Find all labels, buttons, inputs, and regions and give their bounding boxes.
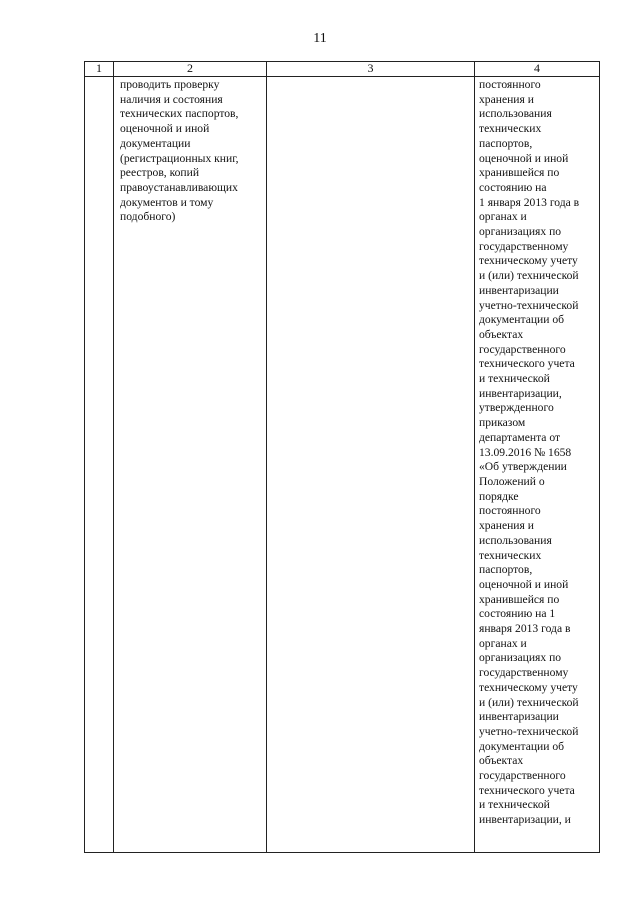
text-line: паспортов, <box>479 136 533 150</box>
text-line: января 2013 года в <box>479 622 571 636</box>
text-line: «Об утверждении <box>479 460 567 474</box>
text-line: оценочной и иной <box>479 577 569 591</box>
text-line: государственному <box>479 666 569 680</box>
text-line: утвержденного <box>479 401 554 415</box>
body-cell-1 <box>85 77 114 853</box>
body-cell-2 <box>114 77 267 853</box>
text-line: документации об <box>479 313 565 327</box>
text-line: организациях по <box>479 651 562 665</box>
text-line: наличия и состояния <box>120 92 223 106</box>
text-line: состоянию на <box>479 180 547 194</box>
text-line: и технической <box>479 372 550 386</box>
text-line: состоянию на 1 <box>479 607 556 621</box>
text-line: документов и тому <box>120 195 214 209</box>
text-line: государственному <box>479 239 569 253</box>
text-line: объектах <box>479 327 524 341</box>
text-line: инвентаризации <box>479 710 559 724</box>
text-line: порядке <box>479 489 519 503</box>
text-line: технических паспортов, <box>120 107 239 121</box>
text-line: хранения и <box>479 92 534 106</box>
text-line: проводить проверку <box>120 78 220 91</box>
text-line: использования <box>479 533 552 547</box>
text-line: хранившейся по <box>479 592 560 606</box>
text-line: использования <box>479 107 552 121</box>
text-line: документации <box>120 136 191 150</box>
text-line: инвентаризации, <box>479 386 562 400</box>
text-line: хранившейся по <box>479 166 560 180</box>
text-line: технических <box>479 548 542 562</box>
text-line: техническому учету <box>479 254 578 268</box>
text-line: и (или) технической <box>479 269 579 283</box>
text-line: технических <box>479 122 542 136</box>
body-cell-4 <box>475 77 600 853</box>
text-line: государственного <box>479 769 566 783</box>
text-line: и технической <box>479 798 550 812</box>
text-line: и (или) технической <box>479 695 579 709</box>
page-number: 11 <box>313 31 327 46</box>
text-line: постоянного <box>479 78 541 91</box>
text-line: департамента от <box>479 430 561 444</box>
text-line: объектах <box>479 754 524 768</box>
text-line: подобного) <box>120 210 176 224</box>
text-line: инвентаризации, и <box>479 813 571 827</box>
text-line: учетно-технической <box>479 724 579 738</box>
table-row <box>85 77 600 853</box>
text-line: правоустанавливающих <box>120 180 238 194</box>
text-line: органах и <box>479 636 527 650</box>
header-cell-4: 4 <box>475 62 600 77</box>
document-table <box>84 61 600 853</box>
text-line: 13.09.2016 № 1658 <box>479 445 572 459</box>
header-cell-3: 3 <box>267 62 475 77</box>
header-cell-2: 2 <box>114 62 267 77</box>
text-line: постоянного <box>479 504 541 518</box>
text-line: техническому учету <box>479 680 578 694</box>
text-line: организациях по <box>479 225 562 239</box>
text-line: органах и <box>479 210 527 224</box>
text-line: оценочной и иной <box>479 151 569 165</box>
text-line: паспортов, <box>479 563 533 577</box>
text-line: государственного <box>479 342 566 356</box>
text-line: хранения и <box>479 519 534 533</box>
text-line: (регистрационных книг, <box>120 151 239 165</box>
text-line: учетно-технической <box>479 298 579 312</box>
text-line: реестров, копий <box>120 166 200 180</box>
text-line: инвентаризации <box>479 283 559 297</box>
text-line: оценочной и иной <box>120 122 210 136</box>
text-line: технического учета <box>479 357 575 371</box>
text-line: технического учета <box>479 783 575 797</box>
text-line: приказом <box>479 416 526 430</box>
cell-2-text <box>114 77 266 225</box>
text-line: Положений о <box>479 474 545 488</box>
header-cell-1: 1 <box>85 62 114 77</box>
text-line: документации об <box>479 739 565 753</box>
body-cell-3 <box>267 77 475 853</box>
table-header-row <box>85 62 600 77</box>
cell-4-text <box>475 77 599 828</box>
text-line: 1 января 2013 года в <box>479 195 580 209</box>
